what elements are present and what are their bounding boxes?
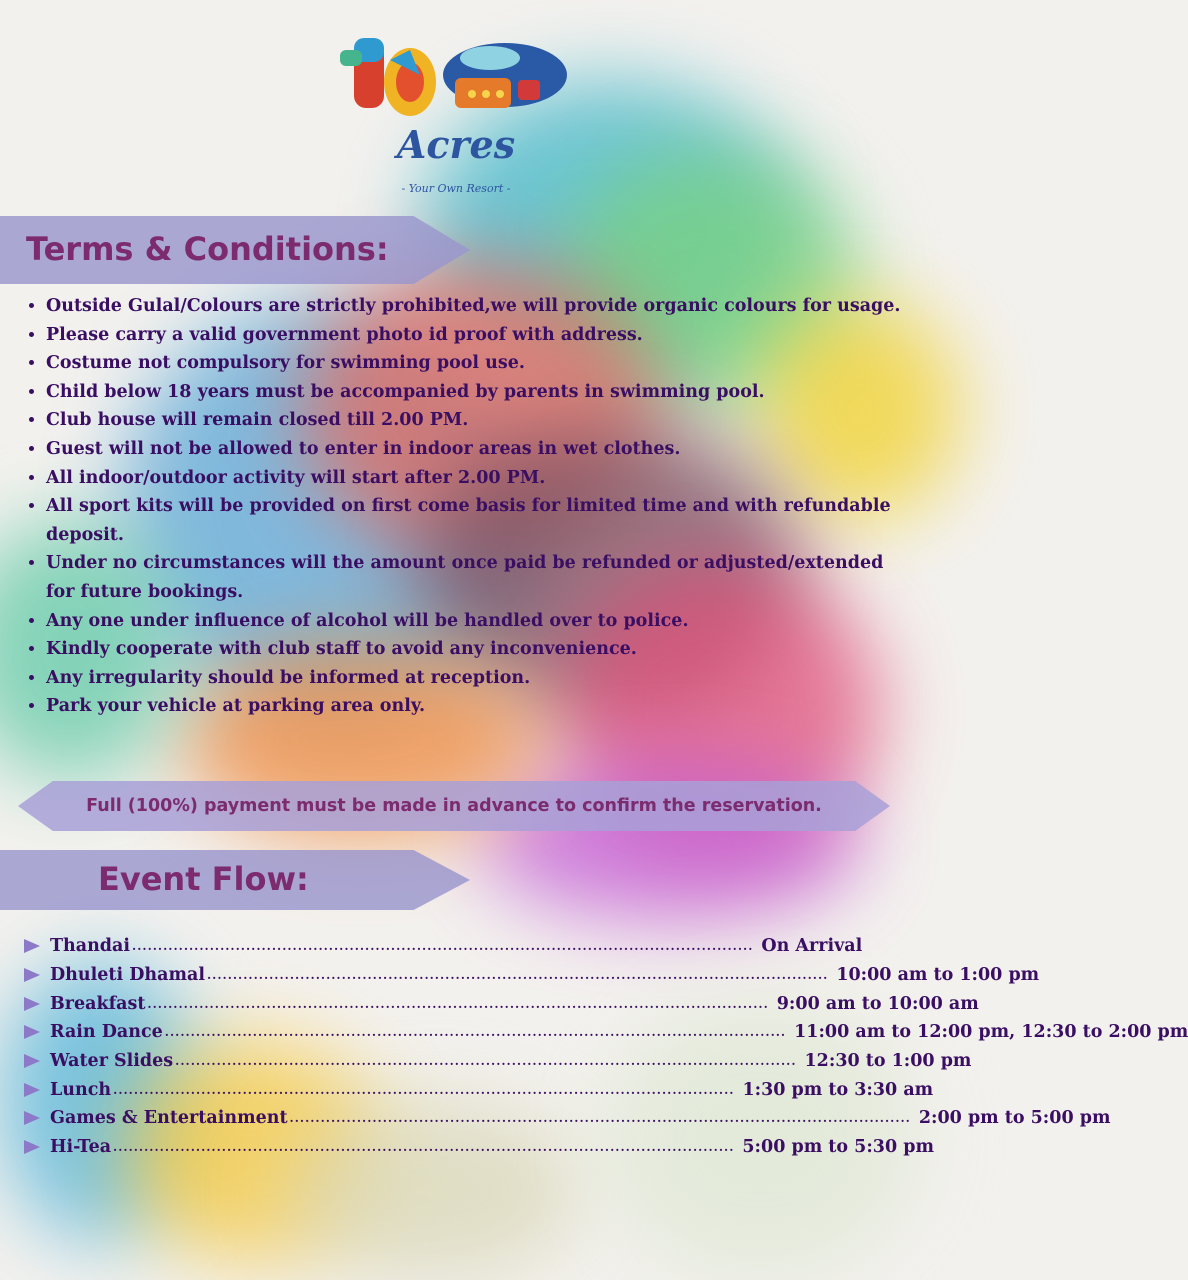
triangle-bullet-icon xyxy=(24,968,40,982)
triangle-bullet-icon xyxy=(24,939,40,953)
event-time: 10:00 am to 1:00 pm xyxy=(836,965,1040,986)
event-row xyxy=(24,961,1040,990)
dot-leader: ........................................................................................................................ xyxy=(147,996,769,1011)
dot-leader: ........................................................................................................................ xyxy=(175,1054,797,1069)
event-row xyxy=(24,1104,1111,1133)
event-time: 9:00 am to 10:00 am xyxy=(776,993,979,1014)
terms-item: • Park your vehicle at parking area only. xyxy=(46,692,916,721)
event-row xyxy=(24,932,863,961)
event-time: 1:30 pm to 3:30 am xyxy=(742,1079,934,1100)
event-flow-list xyxy=(24,932,1188,1162)
event-name: Dhuleti Dhamal xyxy=(50,965,205,986)
logo-pebble-icon xyxy=(443,43,567,108)
terms-item: • Costume not compulsory for swimming pool use. xyxy=(46,349,916,378)
terms-item: • All sport kits will be provided on first come basis for limited time and with refundable deposit. xyxy=(46,492,916,549)
event-name: Games & Entertainment xyxy=(50,1108,288,1129)
triangle-bullet-icon xyxy=(24,1054,40,1068)
triangle-bullet-icon xyxy=(24,1025,40,1039)
dot-leader: ........................................................................................................................ xyxy=(164,1025,787,1040)
terms-item: • Under no circumstances will the amount once paid be refunded or adjusted/extended for future bookings. xyxy=(46,549,916,606)
terms-item: • Any one under influence of alcohol will be handled over to police. xyxy=(46,607,916,636)
triangle-bullet-icon xyxy=(24,997,40,1011)
event-row xyxy=(24,1133,934,1162)
payment-notice: Full (100%) payment must be made in advance to confirm the reservation. xyxy=(86,796,822,816)
dot-leader: ........................................................................................................................ xyxy=(113,1140,735,1155)
event-time: 11:00 am to 12:00 pm, 12:30 to 2:00 pm xyxy=(794,1022,1188,1043)
terms-item: • Any irregularity should be informed at reception. xyxy=(46,664,916,693)
event-time: 12:30 to 1:00 pm xyxy=(804,1051,972,1072)
terms-item: • All indoor/outdoor activity will start after 2.00 PM. xyxy=(46,464,916,493)
triangle-bullet-icon xyxy=(24,1111,40,1125)
event-time: 5:00 pm to 5:30 pm xyxy=(742,1137,934,1158)
triangle-bullet-icon xyxy=(24,1140,40,1154)
event-row xyxy=(24,1018,1188,1047)
event-name: Rain Dance xyxy=(50,1022,163,1043)
dot-leader: ........................................................................................................................ xyxy=(289,1111,911,1126)
terms-list xyxy=(20,292,916,721)
terms-item: • Please carry a valid government photo id proof with address. xyxy=(46,321,916,350)
terms-item: • Child below 18 years must be accompanied by parents in swimming pool. xyxy=(46,378,916,407)
event-row xyxy=(24,989,979,1018)
event-row xyxy=(24,1047,972,1076)
logo-tagline: - Your Own Resort - xyxy=(401,182,511,195)
terms-item: • Kindly cooperate with club staff to avoid any inconvenience. xyxy=(46,635,916,664)
event-name: Lunch xyxy=(50,1079,112,1100)
event-time: On Arrival xyxy=(761,936,863,957)
resort-logo xyxy=(0,20,908,210)
terms-item: • Guest will not be allowed to enter in indoor areas in wet clothes. xyxy=(46,435,916,464)
logo-zero-icon xyxy=(384,48,436,116)
dot-leader: ........................................................................................................................ xyxy=(113,1082,735,1097)
terms-heading: Terms & Conditions: xyxy=(26,230,389,268)
event-time: 2:00 pm to 5:00 pm xyxy=(918,1108,1111,1129)
dot-leader: ........................................................................................................................ xyxy=(132,939,754,954)
event-name: Thandai xyxy=(50,936,131,957)
dot-leader: ........................................................................................................................ xyxy=(206,968,829,983)
logo-word: Acres xyxy=(396,122,516,167)
event-name: Breakfast xyxy=(50,993,146,1014)
event-name: Water Slides xyxy=(50,1051,174,1072)
terms-item: • Outside Gulal/Colours are strictly prohibited,we will provide organic colours for usage. xyxy=(46,292,916,321)
event-flow-heading: Event Flow: xyxy=(98,860,309,898)
triangle-bullet-icon xyxy=(24,1083,40,1097)
event-row xyxy=(24,1075,934,1104)
logo-one-icon xyxy=(340,38,384,108)
event-name: Hi-Tea xyxy=(50,1137,112,1158)
terms-item: • Club house will remain closed till 2.00 PM. xyxy=(46,406,916,435)
